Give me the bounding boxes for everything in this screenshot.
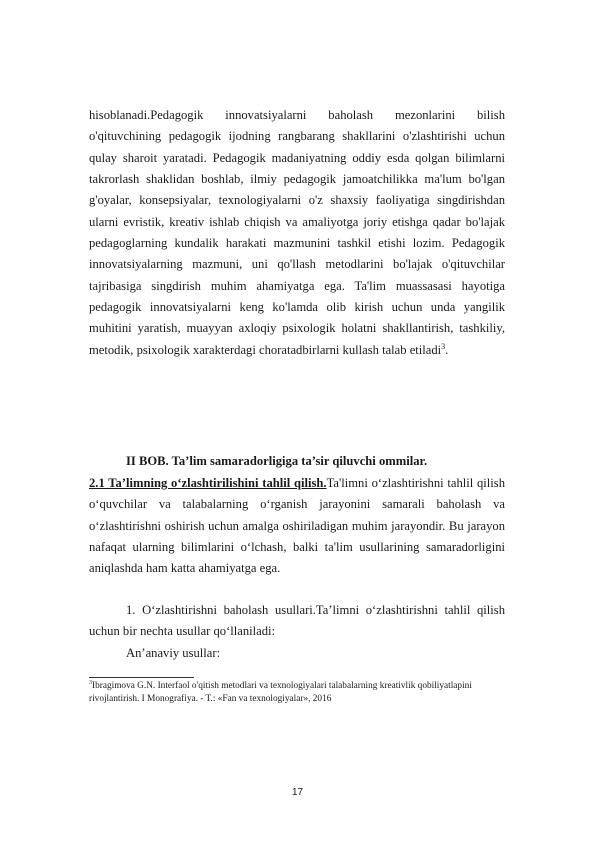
list-subheading: An’anaviy usullar: — [126, 646, 221, 660]
footnote — [89, 680, 505, 706]
body-paragraph: hisoblanadi.Pedagogik innovatsiyalarni baholash mezonlarini bilish o'qituvchining pedagogik ijodning rangbarang shakllarini o'zlashtirishi uchun qulay sharoit yaratadi. Pedagogik madaniyatning oddiy esda qolgan bilimlarni takrorlash shaklidan boshlab, ilmiy pedagogik jamoatchilikka ma'lum bo'lgan g'oyalar, konsepsiyalar, texnologiyalarni o'z shaxsiy faoliyatiga singdirishdan ularni evristik, kreativ ishlab chiqish va amaliyotga joriy etishga qadar bo'lajak pedagoglarning kundalik harakati mazmunini tashkil etishi lozim. Pedagogik innovatsiyalarning mazmuni, uni qo'llash metodlarini bo'lajak o'qituvchilar tajribasiga singdirish muhim ahamiyatga ega. Ta'lim muassasasi hayotiga pedagogik innovatsiyalarni keng ko'lamda olib kirish uchun unda yangilik muhitini yaratish, muayyan axloqiy psixologik holatni shakllantirish, tashkiliy, metodik, psixologik xarakterdagi choratadbirlarni kullash talab etiladi$^3$. — [89, 108, 505, 357]
chapter-heading: II BOB. Ta’lim samaradorligiga ta’sir qiluvchi ommilar. — [126, 454, 428, 468]
section-paragraph — [89, 473, 505, 580]
footnote-number: 3 — [89, 679, 92, 686]
footnote-divider — [89, 677, 194, 678]
page-number: 17 — [291, 787, 304, 798]
footnote-text: Ibragimova G.N. Interfaol o'qitish metodlari va texnologiyalari talabalarning kreativlik qobiliyatlapini rivojlantirish. I Monografiya. - T.: «Fan va texnologiyalar», 2016 — [89, 681, 472, 704]
paragraph-text: hisoblanadi.Pedagogik innovatsiyalarni baholash mezonlarini bilish o'qituvchining pedagogik ijodning rangbarang shakllarini o'zlashtirishi uchun qulay sharoit yaratadi. Pedagogik madaniyatning oddiy esda qolgan bilimlarni takrorlash shaklidan boshlab, ilmiy pedagogik jamoatchilikka ma'lum bo'lgan g'oyalar, konsepsiyalar, texnologiyalarni o'z shaxsiy faoliyatiga singdirishdan ularni evristik, kreativ ishlab chiqish va amaliyotga joriy etishga qadar bo'lajak pedagoglarning kundalik harakati mazmunini tashkil etishi lozim. Pedagogik innovatsiyalarning mazmuni, uni qo'llash metodlarini bo'lajak o'qituvchilar tajribasiga singdirish muhim ahamiyatga ega. Ta'lim muassasasi hayotiga pedagogik innovatsiyalarni keng ko'lamda olib kirish uchun unda yangilik muhitini yaratish, muayyan axloqiy psixologik holatni shakllantirish, tashkiliy, metodik, psixologik xarakterdagi choratadbirlarni kullash talab etiladi — [89, 108, 505, 357]
section-body: Ta'limni o‘zlashtirishni tahlil qilish o‘quvchilar va talabalarning o‘rganish jarayonini samarali baholash va o‘zlashtirishni oshirish uchun amalga oshiriladigan muhim jarayondir. Bu jarayon nafaqat ularning bilimlarini o‘lchash, balki ta'lim usullarining samaradorligini aniqlashda ham katta ahamiyatga ega. — [89, 476, 505, 576]
list-item-1: 1. O‘zlashtirishni baholash usullari.Ta’limni o‘zlashtirishni tahlil qilish uchun bir nechta usullar qo‘llaniladi: — [89, 603, 505, 639]
section-title: 2.1 Ta’limning o‘zlashtirilishini tahlil qilish. — [89, 476, 327, 490]
footnote-reference: 3 — [441, 341, 446, 351]
